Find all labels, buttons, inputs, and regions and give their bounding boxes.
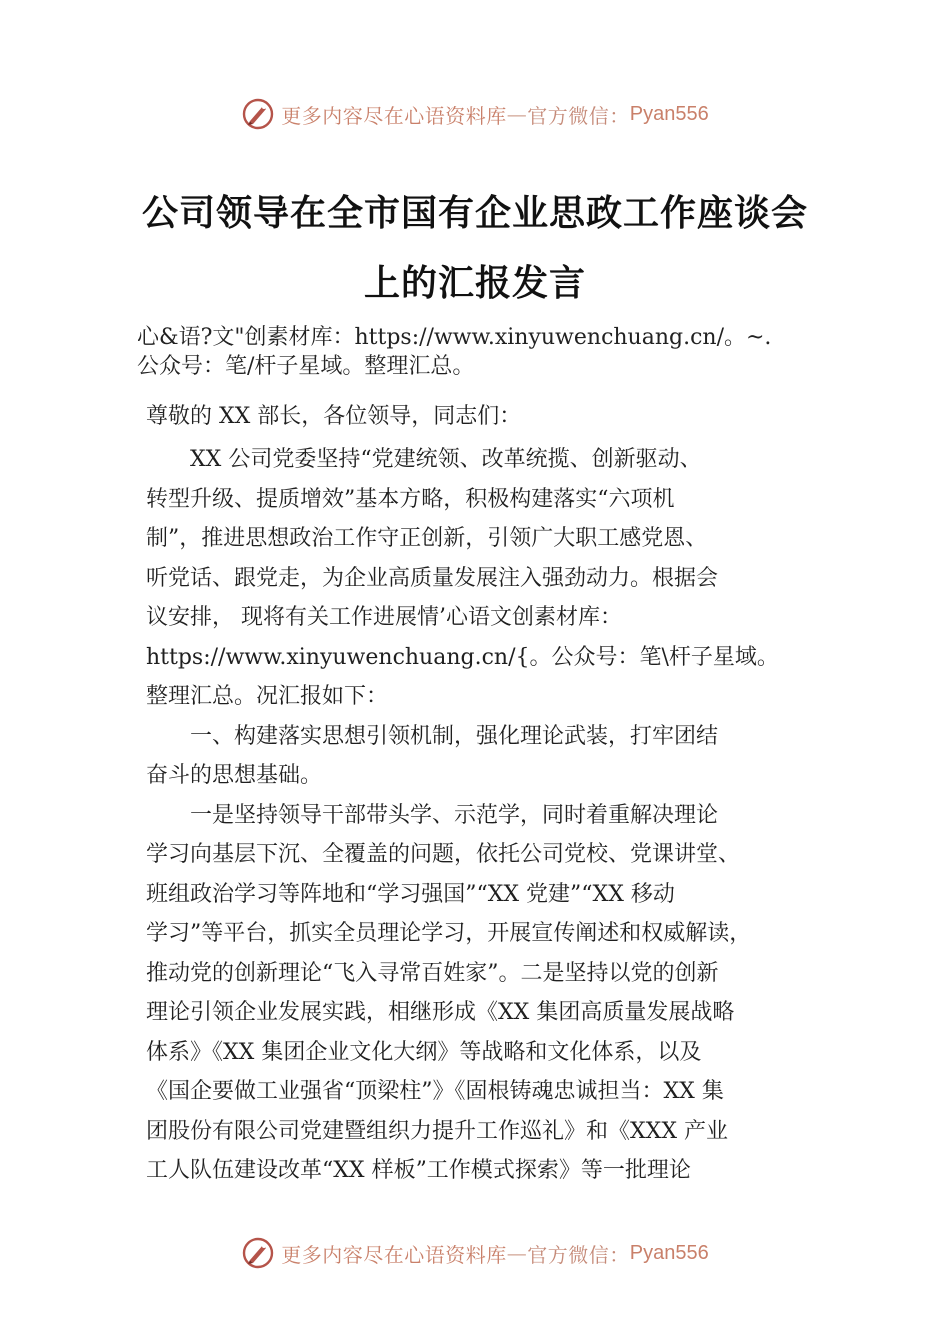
document-body — [146, 440, 816, 1191]
footer-watermark-banner — [0, 1233, 950, 1273]
section-heading-line: 奋斗的思想基础。 — [146, 763, 323, 788]
body-line: 推动党的创新理论“飞入寻常百姓家”。二是坚持以党的创新 — [146, 960, 719, 986]
body-line: 议安排， 现将有关工作进展情’心语文创素材库： — [146, 605, 622, 630]
salutation: 尊敬的 XX 部长，各位领导，同志们： — [146, 404, 522, 429]
body-line: 《国企要做工业强省“顶梁柱”》《固根铸魂忠诚担当：XX 集 — [146, 1079, 724, 1104]
document-title-line-2: 上的汇报发言 — [363, 262, 586, 304]
body-line: 班组政治学习等阵地和“学习强国”“XX 党建”“XX 移动 — [146, 881, 675, 907]
body-line: XX 公司党委坚持“党建统领、改革统揽、创新驱动、 — [146, 447, 702, 472]
body-line: 学习向基层下沉、全覆盖的问题，依托公司党校、党课讲堂、 — [146, 842, 741, 867]
section-heading-line: 一、构建落实思想引领机制，强化理论武装，打牢团结 — [146, 723, 719, 749]
banner-label: 官方微信： — [527, 1242, 630, 1267]
banner-separator: — — [506, 102, 528, 126]
body-line: 工人队伍建设改革“XX 样板”工作模式探索》等一批理论 — [146, 1158, 691, 1183]
body-line: 学习”等平台，抓实全员理论学习，开展宣传阐述和权威解读， — [146, 921, 752, 946]
body-line: 转型升级、提质增效”基本方略，积极构建落实“六项机 — [146, 486, 675, 512]
banner-label: 官方微信： — [527, 103, 630, 128]
body-line: 理论引领企业发展实践，相继形成《XX 集团高质量发展战略 — [146, 1000, 735, 1025]
document-title-line-1: 公司领导在全市国有企业思政工作座谈会 — [141, 192, 808, 234]
body-line: 团股份有限公司党建暨组织力提升工作巡礼》和《XXX 产业 — [146, 1118, 728, 1144]
source-note-line-1: 心&语?文"创素材库：https://www.xinyuwenchuang.cn/。~. — [137, 325, 772, 350]
body-line: 听党话、跟党走，为企业高质量发展注入强劲动力。根据会 — [146, 565, 719, 591]
body-line: https://www.xinyuwenchuang.cn/{。公众号：笔\杆子星域。 — [146, 644, 779, 670]
banner-wechat-id: Pyan556 — [629, 102, 709, 125]
body-line: 整理汇总。况汇报如下： — [146, 684, 389, 709]
pen-logo-icon — [241, 1236, 275, 1270]
body-line: 一是坚持领导干部带头学、示范学，同时着重解决理论 — [146, 802, 719, 828]
pen-logo-icon — [241, 97, 275, 131]
source-note-line-2: 公众号：笔/杆子星域。整理汇总。 — [137, 354, 475, 379]
banner-text: 更多内容尽在心语资料库 — [281, 1242, 507, 1267]
banner-text: 更多内容尽在心语资料库 — [281, 103, 507, 128]
banner-wechat-id: Pyan556 — [629, 1241, 709, 1264]
banner-separator: — — [506, 1241, 528, 1265]
body-line: 体系》《XX 集团企业文化大纲》等战略和文化体系，以及 — [146, 1039, 702, 1065]
body-line: 制”，推进思想政治工作守正创新，引领广大职工感党恩、 — [146, 526, 708, 551]
header-watermark-banner — [0, 94, 950, 134]
